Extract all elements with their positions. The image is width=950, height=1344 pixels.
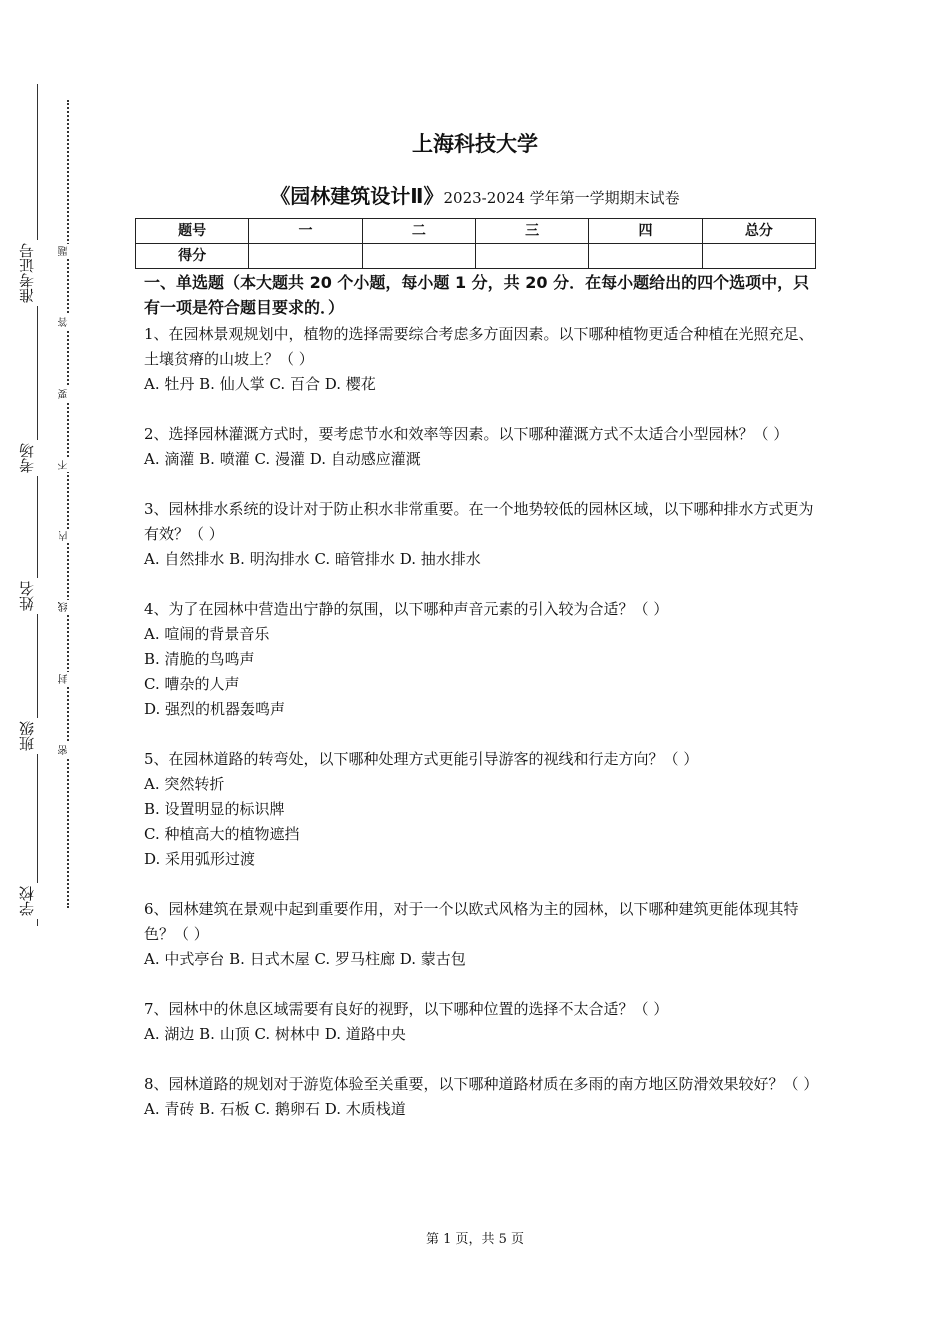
question-options: A. 牡丹 B. 仙人掌 C. 百合 D. 樱花	[144, 375, 376, 393]
question-stem: 4、为了在园林中营造出宁静的氛围，以下哪种声音元素的引入较为合适？（ ）	[144, 600, 669, 618]
question-stem: 1、在园林景观规划中，植物的选择需要综合考虑多方面因素。以下哪种植物更适合种植在光照充足、土壤贫瘠的山坡上？（ ）	[144, 325, 814, 368]
question-stem: 6、园林建筑在景观中起到重要作用，对于一个以欧式风格为主的园林，以下哪种建筑更能体现其特色？（ ）	[144, 900, 799, 943]
question-stem: 7、园林中的休息区域需要有良好的视野，以下哪种位置的选择不太合适？（ ）	[144, 1000, 669, 1018]
question-options: A. 湖边 B. 山顶 C. 树林中 D. 道路中央	[144, 1025, 406, 1043]
exam-content	[144, 270, 819, 1147]
course-name: 《园林建筑设计Ⅱ》	[270, 184, 444, 208]
score-table-cell: 一	[249, 219, 362, 244]
seal-word: 不	[59, 458, 75, 472]
seal-word: 线	[59, 600, 75, 614]
question-stem: 5、在园林道路的转弯处，以下哪种处理方式更能引导游客的视线和行走方向？（ ）	[144, 750, 699, 768]
exam-room-label: 考场	[18, 440, 56, 476]
score-table-cell: 题号	[136, 219, 249, 244]
question-option-d: D. 强烈的机器轰鸣声	[144, 700, 286, 718]
question-option-a: A. 喧闹的背景音乐	[144, 625, 270, 643]
score-table-cell: 四	[589, 219, 702, 244]
page-number: 第 1 页，共 5 页	[425, 1232, 525, 1247]
question-stem: 8、园林道路的规划对于游览体验至关重要，以下哪种道路材质在多雨的南方地区防滑效果较好？（ ）	[144, 1075, 819, 1093]
question-options: A. 自然排水 B. 明沟排水 C. 暗管排水 D. 抽水排水	[144, 550, 481, 568]
seal-word: 要	[59, 387, 75, 401]
seal-word: 密	[59, 743, 75, 757]
school-label: 学校	[18, 883, 56, 919]
seal-line	[67, 100, 69, 908]
question-8	[144, 1072, 819, 1122]
score-table-cell	[589, 244, 702, 269]
question-option-a: A. 突然转折	[144, 775, 225, 793]
seal-word: 内	[59, 529, 75, 543]
question-2	[144, 422, 816, 472]
question-options: A. 滴灌 B. 喷灌 C. 漫灌 D. 自动感应灌溉	[144, 450, 421, 468]
question-option-b: B. 设置明显的标识牌	[144, 800, 285, 818]
score-table-cell: 得分	[136, 244, 249, 269]
question-6	[144, 897, 816, 972]
class-label: 班级	[18, 718, 56, 754]
score-table-cell: 二	[362, 219, 475, 244]
score-table-cell	[249, 244, 362, 269]
score-table-cell: 总分	[702, 219, 815, 244]
seal-word: 封	[59, 672, 75, 686]
score-table-cell	[362, 244, 475, 269]
question-options: A. 中式亭台 B. 日式木屋 C. 罗马柱廊 D. 蒙古包	[144, 950, 466, 968]
score-table-cell	[702, 244, 815, 269]
seal-word: 答	[59, 315, 75, 329]
score-table-score-row	[136, 244, 816, 269]
exam-title	[0, 181, 950, 213]
school-name: 上海科技大学	[412, 132, 538, 156]
name-label: 姓名	[18, 578, 56, 614]
question-options: A. 青砖 B. 石板 C. 鹅卵石 D. 木质栈道	[144, 1100, 406, 1118]
question-option-b: B. 清脆的鸟鸣声	[144, 650, 255, 668]
score-table-cell: 三	[475, 219, 588, 244]
score-table-header-row	[136, 219, 816, 244]
score-table	[135, 218, 816, 269]
question-4	[144, 597, 816, 722]
question-stem: 2、选择园林灌溉方式时，要考虑节水和效率等因素。以下哪种灌溉方式不太适合小型园林？（ ）	[144, 425, 789, 443]
exam-number-label: 准考证号	[18, 240, 56, 306]
score-table-cell	[475, 244, 588, 269]
question-stem: 3、园林排水系统的设计对于防止积水非常重要。在一个地势较低的园林区域，以下哪种排水方式更为有效？（ ）	[144, 500, 814, 543]
question-option-c: C. 种植高大的植物遮挡	[144, 825, 300, 843]
section-heading: 一、单选题（本大题共 20 个小题，每小题 1 分，共 20 分．在每小题给出的四个选项中，只有一项是符合题目要求的．）	[144, 273, 810, 317]
exam-term: 2023-2024 学年第一学期期末试卷	[443, 189, 680, 207]
question-1	[144, 322, 816, 397]
question-option-c: C. 嘈杂的人声	[144, 675, 240, 693]
question-7	[144, 997, 816, 1047]
seal-word: 题	[59, 244, 75, 258]
question-option-d: D. 采用弧形过渡	[144, 850, 256, 868]
question-3	[144, 497, 816, 572]
question-5	[144, 747, 816, 872]
